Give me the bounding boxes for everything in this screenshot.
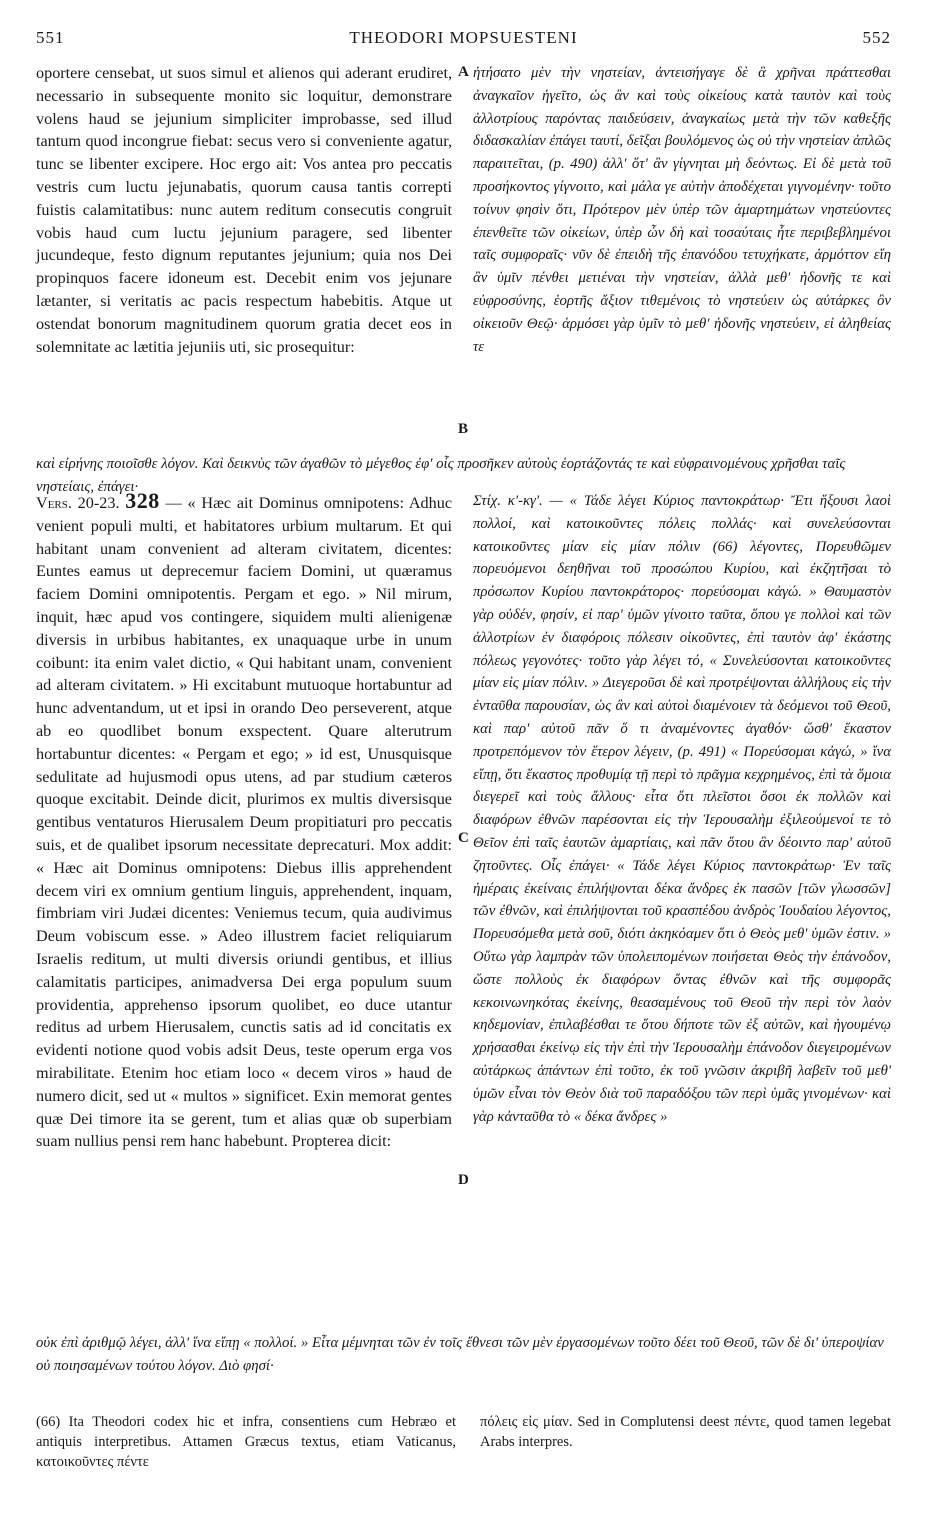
footnote-right: πόλεις εἰς μίαν. Sed in Complutensi deest πέντε, quod tamen legebat Arabs interpres. [480,1414,891,1450]
running-header [36,28,891,56]
greek-paragraph: ἠτήσατο μὲν τὴν νηστείαν, ἀντεισήγαγε δὲ ἃ χρῆναι πράττεσθαι ἀναγκαῖον ἡγεῖτο, ὡς ἂν καὶ τοὺς οἰκείους κατὰ ταυτὸν καὶ τοὺς ἀλλοτρίους παρόντας παιδεύσειν, ἀναγκαίως μετὰ τὴν τῶν καθεξῆς διδασκαλίαν ἐπάγει ταυτί, δεῖξαι βουλόμενος ὡς οὐ τὴν νηστείαν ἁπλῶς παραιτεῖται, (p. 490) ἀλλ' ὅτ' ἂν γίγνηται μὴ δεόντως. Εἰ δὲ μετὰ τοῦ προσήκοντος γίγνοιτο, καὶ μάλα γε αὐτὴν ἀποδέχεται γιγνομένην· τοῦτο τοίνυν φησὶν ὅτι, Πρότερον μὲν ὑπὲρ τῶν ἁμαρτημάτων νηστεύοντες ἐπενθεῖτε τῶν οἰκείων, ὑπὲρ ὧν δὴ καὶ τοσαύταις ἦτε περιβεβλημένοι ταῖς συμφοραῖς· νῦν δὲ ἐπειδὴ τῆς ἐπανόδου τετυχήκατε, ἁρμόττον εἴη ἂν ὑμῖν πένθει μετιέναι τὴν νηστείαν, ἀλλὰ μεθ' ἡδονῆς τε καὶ εὐφροσύνης, ἑορτῆς ἄξιον τιθεμένοις τὸ νηστεύειν ὡς αὐτάρκες ὂν οἰκειοῦν Θεῷ· ἁρμόσει γὰρ ὑμῖν τὸ μεθ' ἡδονῆς νηστεύειν, εἰ ἀληθείας τε [473,65,891,355]
latin-verse-text: — « Hæc ait Dominus omnipotens: Adhuc venient populi multi, et habitatores urbium multarum. Et qui habitant unam convenient ad alteram civitatem, dicentes: Euntes eamus ut deprecemur faciem Domini, ut quæramus faciem Domini omnipotentis. Pergam et ego. » Nil mirum, inquit, hæc apud vos contingere, siquidem multi alienigenæ diversis in urbibus habitantes, ex unaquaque urbe in unum coibunt: ita enim valet dictio, « Qui habitant unam, convenient ad alteram civitatem. » Hi excitabunt mutuoque hortabuntur ad hunc adventandum, ut et ipsi in orando Deo perseverent, atque ab eo quodlibet bonum exspectent. Quare alterutrum hortabuntur dicentes: « Pergam et ego; » id est, Unusquisque sedulitate ad hujusmodi opus utens, ad par studium cæteros quoque excitabit. Deinde dicit, plurimos ex multis diversisque gentibus ventaturos Hierusalem Deum propitiaturi pro peccatis suis, et de qualibet ipsorum necessitate deprecaturi. Mox addit: « Hæc ait Dominus omnipotens: Diebus illis apprehendent decem viri ex omnium gentium linguis, apprehendent, inquam, fimbriam viri Judæi dicentes: Veniemus tecum, quia audivimus Deum vobiscum esse. » Adeo illustrem faciet reliquiarum Israelis reditum, ut multi diversis oriundi gentibus, et illius calamitatis participes, animadversa Dei erga populum suum providentia, apprehenso ipsorum quolibet, eo duce utantur reditus ad urbem Hierusalem, cunctis satis ad id concitatis ex evidenti notione quod vobis adsit Deus, teste operum erga vos mirabilitate. Etenim hoc etiam loco « decem viros » haud de numero dicit, sed ut « multos » significet. Exin memorat gentes quæ Dei timore ita se gerent, tum et alias quæ ob superbiam suam nullius pensi rem hanc habebunt. Propterea dicit: [36,494,452,1151]
running-title: THEODORI MOPSUESTENI [349,28,578,47]
latin-verse-paragraph [36,490,452,1153]
latin-column-top [36,62,452,358]
verse-label: Vers. 20-23. [36,494,120,512]
greek-column-top [473,62,891,358]
page-number-left: 551 [36,28,65,47]
greek-spanning-line-bottom: οὐκ ἐπὶ ἀριθμῷ λέγει, ἀλλ' ἵνα εἴπῃ « πολλοί. » Εἶτα μέμνηται τῶν ἐν τοῖς ἔθνεσι τῶν μὲν ἐργασομένων τοῦτο δέει τοῦ Θεοῦ, τῶν δὲ δι' ὑπεροψίαν οὐ ποιησαμένων τούτου λόγον. Διὸ φησί· [36,1335,884,1374]
margin-letter-c: C [458,830,469,846]
latin-paragraph: oportere censebat, ut suos simul et alienos qui aderant erudiret, necessario in subsequente monito sic loquitur, demonstrare volens haud se jejunium simpliciter improbasse, sed illud tantum quod incongrue fiebat: secus vero si conveniente agatur, tunc se libenter excipere. Hoc ergo ait: Vos antea pro peccatis vestris cum luctu jejunabatis, quorum causa tantis correpti fuistis calamitatibus: nunc autem reditum consecutis congruit vobis haud cum luctu jejunium paragere, sed libenter jucundeque, festo dignum reputantes jejunium; quia nos Dei propinquos facere idoneum est. Decebit enim vos jejunare lætanter, si veritatis ac pacis respectum habebitis. Atque ut ostendat bonorum magnitudinem quorum gratia decet eos in solemnitate ac lætitia jejuniis uti, sic prosequitur: [36,64,452,356]
greek-spanning-line-top: καὶ εἰρήνης ποιοῖσθε λόγον. Καὶ δεικνὺς τῶν ἀγαθῶν τὸ μέγεθος ἐφ' οἷς προσῆκεν αὐτοὺς ἑορτάζοντάς τε καὶ εὐφραινομένους χρῆσθαι ταῖς νηστείαις, ἐπάγει· [36,456,846,495]
page-number-right: 552 [862,28,891,47]
margin-letter-a: A [458,64,469,80]
margin-letter-d: D [458,1172,469,1188]
latin-column-bottom [36,490,452,1153]
margin-letter-b: B [458,421,469,437]
greek-verse-paragraph: Στίχ. κ'-κγ'. — « Τάδε λέγει Κύριος παντοκράτωρ· Ἔτι ἥξουσι λαοὶ πολλοί, καὶ κατοικοῦντες πόλεις πολλάς· καὶ συνελεύσονται κατοικοῦντες μίαν εἰς μίαν πόλιν (66) λέγοντες, Πορευθῶμεν πορευόμενοι δεηθῆναι τοῦ προσώπου Κυρίου, καὶ ἐκζητῆσαι τὸ πρόσωπον Κυρίου παντοκράτορος· πορεύσομαι κἀγώ. » Θαυμαστὸν γὰρ οὐδέν, φησίν, εἰ παρ' ὑμῶν γίνοιτο ταῦτα, ὅπου γε πολλοὶ καὶ τῶν ἀλλοτρίων ἐν διαφόροις πόλεσιν οἰκοῦντες, ἐπὶ ταυτὸν ἀφ' ἑκάστης πόλεως γεγονότες· τοῦτο γὰρ λέγει τό, « Συνελεύσονται κατοικοῦντες μίαν εἰς μίαν πόλιν. » Διεγεροῦσι δὲ καὶ προτρέψονται ἀλλήλους εἰς τὴν ἐνταῦθα παρουσίαν, ὡς ἂν καὶ αὐτοὶ διαμένοιεν τὰ δεόμενοι τοῦ Θεοῦ, καὶ παρ' αὐτοῦ πᾶν ὅ τι ἀναμένοντες ἀγαθόν· ὥσθ' ἕκαστον προτρεπόμενον τὸν ἕτερον λέγειν, (p. 491) « Πορεύσομαι κἀγώ, » ἵνα εἴπῃ, ὅτι ἕκαστος προθυμίᾳ τῇ περὶ τὸ πρᾶγμα κεχρημένος, ἐπὶ τὰ ὅμοια διεγερεῖ καὶ τοὺς ἄλλους· εἶτα ὅτι πλεῖστοι ὅσοι ἐκ πολλῶν καὶ διαφόρων ἐθνῶν παρέσονται εἰς τὴν Ἱερουσαλὴμ ἐξιλεούμενοί τε τὸ Θεῖον ἐπὶ ταῖς ἑαυτῶν ἁμαρτίαις, καὶ πᾶν ὅτου ἂν δέοιντο παρ' αὐτοῦ ζητοῦντες. Οἷς ἐπάγει· « Τάδε λέγει Κύριος παντοκράτωρ· Ἐν ταῖς ἡμέραις ἐκείναις ἐπιλήψονται δέκα ἄνδρες ἐκ πασῶν [τῶν γλωσσῶν] τῶν ἐθνῶν, καὶ ἐπιλήψονται τοῦ κρασπέδου ἀνδρὸς Ἰουδαίου λέγοντος, Πορευσόμεθα μετὰ σοῦ, διότι ἀκηκόαμεν ὅτι ὁ Θεὸς μεθ' ὑμῶν ἐστιν. » Οὕτω γὰρ λαμπρὰν τῶν ὑπολειπομένων ποιήσεται Θεὸς τὴν ἐπάνοδον, ὥστε πολλοὺς ἐκ διαφόρων ὄντας ἐθνῶν καὶ τῆς συμφορᾶς κεκοινωνηκότας ἐκείνης, θεασαμένους τοῦ Θεοῦ τὴν περὶ τὸν λαὸν κηδεμονίαν, ἐπιλαβέσθαι τε ὅτου δήποτε τῶν ἐξ αὐτῶν, καὶ ἡγουμένῳ χρήσασθαι ἐκείνῳ εἰς τὴν ἐπὶ τὴν Ἱερουσαλὴμ ἐπάνοδον διεγειρομένων αὐτάρκως ἁπάντων ἐπὶ τοῦτο, ἐκ τοῦ γνῶσιν ἀκριβῆ λαβεῖν τοῦ μεθ' ὑμῶν εἶναι τὸν Θεὸν διὰ τοῦ παραδόξου τῶν περὶ ὑμᾶς γινομένων· καὶ γὰρ κἀνταῦθα τὸ « δέκα ἄνδρες » [473,493,891,1125]
verse-section-number: 328 [125,488,160,513]
greek-column-bottom [473,490,891,1128]
footnote-left: (66) Ita Theodori codex hic et infra, consentiens cum Hebræo et antiquis interpretibus. Attamen Græcus textus, etiam Vaticanus, κατοικοῦντες πέντε [36,1414,456,1470]
